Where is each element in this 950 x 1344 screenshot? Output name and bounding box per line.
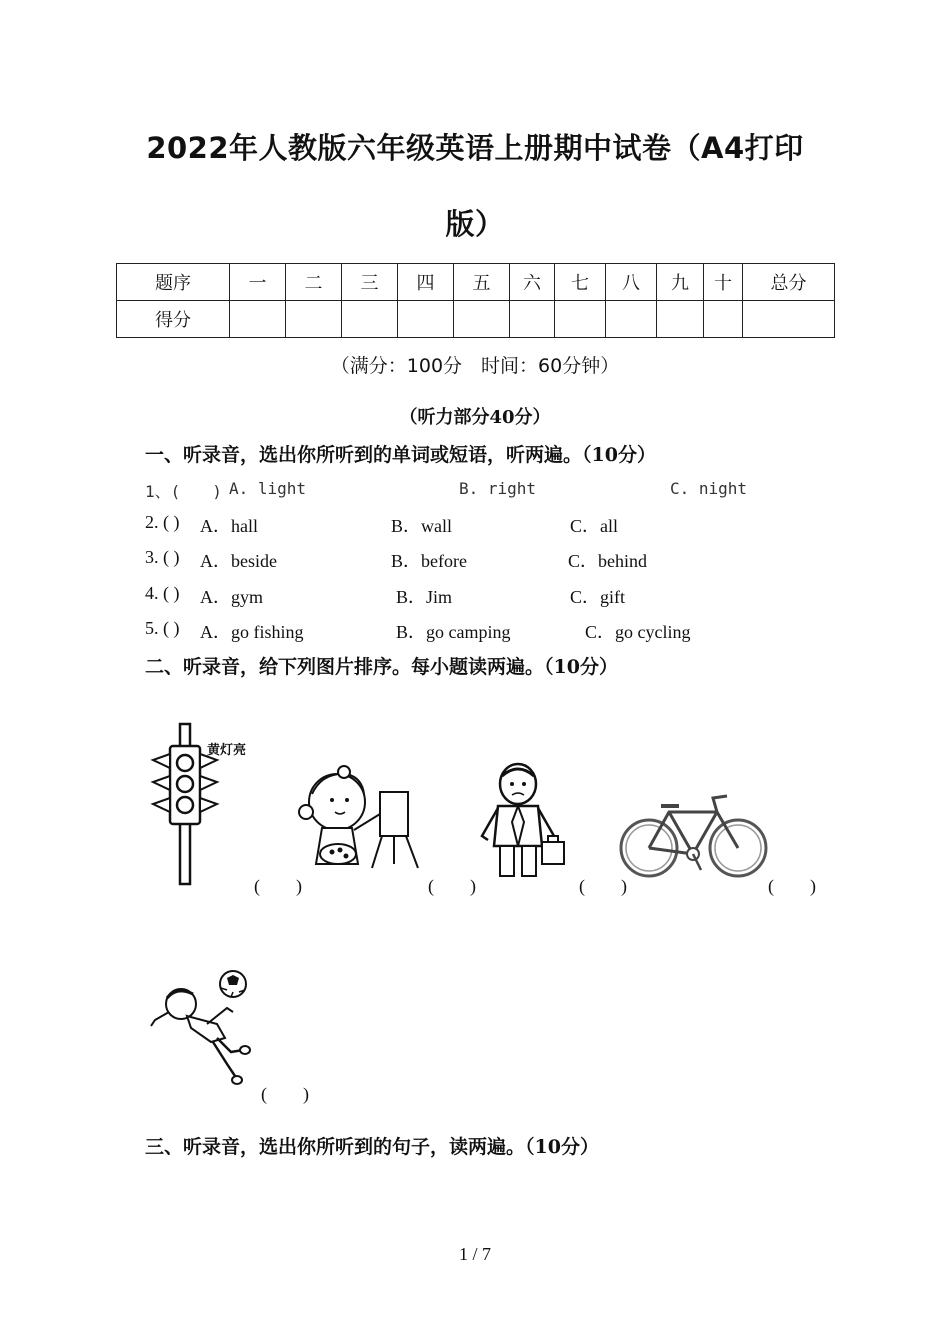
q4-number: 4. ( ) xyxy=(145,583,180,603)
page-title-continued: 版） xyxy=(445,207,505,241)
girl-painting-icon xyxy=(292,764,427,874)
score-input-cell[interactable] xyxy=(606,301,657,338)
page-title: 2022年人教版六年级英语上册期中试卷（A4打印 xyxy=(146,131,804,165)
q2-option-c[interactable]: C．all xyxy=(570,516,618,536)
q1-option-c[interactable]: C. night xyxy=(670,479,748,498)
table-cell: 五 xyxy=(454,264,510,301)
table-cell: 得分 xyxy=(117,301,230,338)
score-table-score-row xyxy=(117,301,835,338)
score-input-cell[interactable] xyxy=(286,301,342,338)
q4-option-a[interactable]: A．gym xyxy=(200,587,263,607)
answer-blank-3[interactable]: ( ) xyxy=(579,876,627,896)
answer-blank-2[interactable]: ( ) xyxy=(428,876,476,896)
table-cell: 十 xyxy=(704,264,743,301)
score-table-header-row xyxy=(117,264,835,301)
table-cell: 三 xyxy=(342,264,398,301)
q2-option-b[interactable]: B．wall xyxy=(391,516,452,536)
score-input-cell[interactable] xyxy=(657,301,704,338)
q4-option-b[interactable]: B．Jim xyxy=(396,587,453,607)
table-cell: 总分 xyxy=(743,264,835,301)
q5-option-c[interactable]: C．go cycling xyxy=(585,622,691,642)
table-cell: 九 xyxy=(657,264,704,301)
score-input-cell[interactable] xyxy=(398,301,454,338)
score-input-cell[interactable] xyxy=(454,301,510,338)
q2-number: 2. ( ) xyxy=(145,512,180,532)
q5-option-a[interactable]: A．go fishing xyxy=(200,622,304,642)
traffic-light-label: 黄灯亮 xyxy=(207,743,247,758)
table-cell: 七 xyxy=(555,264,606,301)
q5-option-b[interactable]: B．go camping xyxy=(396,622,511,642)
section2-heading: 二、听录音，给下列图片排序。每小题读两遍。（10分） xyxy=(145,656,618,678)
table-cell: 二 xyxy=(286,264,342,301)
section1-heading: 一、听录音，选出你所听到的单词或短语，听两遍。（10分） xyxy=(145,444,656,466)
score-table xyxy=(116,263,835,338)
q3-number: 3. ( ) xyxy=(145,547,180,567)
score-input-cell[interactable] xyxy=(342,301,398,338)
q3-option-a[interactable]: A．beside xyxy=(200,551,277,571)
table-cell: 八 xyxy=(606,264,657,301)
score-input-cell[interactable] xyxy=(704,301,743,338)
section3-heading: 三、听录音，选出你所听到的句子，读两遍。（10分） xyxy=(145,1136,599,1158)
table-cell: 一 xyxy=(230,264,286,301)
listening-part-heading: （听力部分40分） xyxy=(399,407,551,428)
table-cell: 六 xyxy=(510,264,555,301)
answer-blank-5[interactable]: ( ) xyxy=(261,1084,309,1104)
score-input-cell[interactable] xyxy=(555,301,606,338)
bicycle-icon xyxy=(617,792,772,880)
answer-blank-4[interactable]: ( ) xyxy=(768,876,816,896)
q1-option-a[interactable]: A. light xyxy=(229,479,307,498)
page-number: 1 / 7 xyxy=(458,1244,491,1264)
q3-option-c[interactable]: C．behind xyxy=(568,551,647,571)
table-cell: 题序 xyxy=(117,264,230,301)
boy-football-icon xyxy=(147,968,262,1088)
answer-blank-1[interactable]: ( ) xyxy=(254,876,302,896)
q1-option-b[interactable]: B. right xyxy=(459,479,537,498)
q5-number: 5. ( ) xyxy=(145,618,180,638)
table-cell: 四 xyxy=(398,264,454,301)
score-input-cell[interactable] xyxy=(743,301,835,338)
full-marks-note: （满分：100分 时间：60分钟） xyxy=(330,355,620,377)
q3-option-b[interactable]: B．before xyxy=(391,551,467,571)
q1-number: 1、( ) xyxy=(145,482,222,501)
score-input-cell[interactable] xyxy=(510,301,555,338)
old-man-icon xyxy=(474,762,569,882)
q2-option-a[interactable]: A．hall xyxy=(200,516,258,536)
score-input-cell[interactable] xyxy=(230,301,286,338)
q4-option-c[interactable]: C．gift xyxy=(570,587,626,607)
